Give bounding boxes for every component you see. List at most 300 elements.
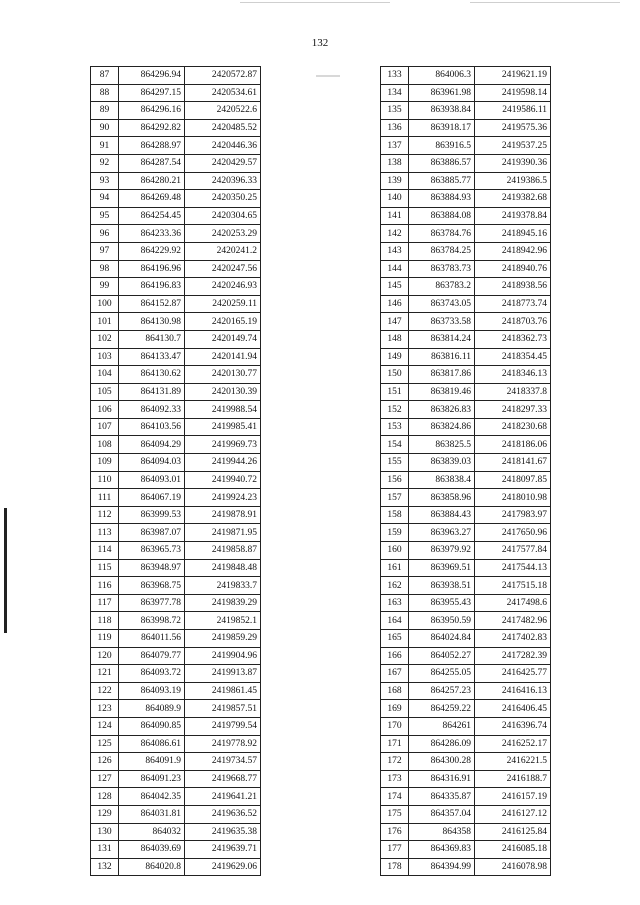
table-row xyxy=(381,577,551,595)
x-coordinate-cell: 864335.87 xyxy=(409,788,475,806)
x-coordinate-cell: 864093.72 xyxy=(119,665,185,683)
x-coordinate-cell: 863977.78 xyxy=(119,594,185,612)
table-row xyxy=(381,454,551,472)
table-row xyxy=(91,823,261,841)
y-coordinate-cell: 2417650.96 xyxy=(475,524,551,542)
point-number-cell: 164 xyxy=(381,612,409,630)
y-coordinate-cell: 2418942.96 xyxy=(475,242,551,260)
y-coordinate-cell: 2419799.54 xyxy=(185,717,261,735)
point-number-cell: 106 xyxy=(91,401,119,419)
y-coordinate-cell: 2419852.1 xyxy=(185,612,261,630)
y-coordinate-cell: 2419382.68 xyxy=(475,190,551,208)
y-coordinate-cell: 2418230.68 xyxy=(475,418,551,436)
table-row xyxy=(91,242,261,260)
x-coordinate-cell: 864079.77 xyxy=(119,647,185,665)
table-row xyxy=(91,67,261,85)
y-coordinate-cell: 2420130.39 xyxy=(185,383,261,401)
point-number-cell: 167 xyxy=(381,665,409,683)
point-number-cell: 131 xyxy=(91,841,119,859)
point-number-cell: 145 xyxy=(381,278,409,296)
point-number-cell: 175 xyxy=(381,805,409,823)
x-coordinate-cell: 864103.56 xyxy=(119,418,185,436)
x-coordinate-cell: 864042.35 xyxy=(119,788,185,806)
table-row xyxy=(381,436,551,454)
point-number-cell: 98 xyxy=(91,260,119,278)
y-coordinate-cell: 2420259.11 xyxy=(185,295,261,313)
point-number-cell: 132 xyxy=(91,858,119,876)
point-number-cell: 160 xyxy=(381,542,409,560)
x-coordinate-cell: 863814.24 xyxy=(409,330,475,348)
y-coordinate-cell: 2420572.87 xyxy=(185,67,261,85)
y-coordinate-cell: 2420485.52 xyxy=(185,119,261,137)
x-coordinate-cell: 864287.54 xyxy=(119,154,185,172)
x-coordinate-cell: 864261 xyxy=(409,717,475,735)
margin-binding-mark xyxy=(4,508,7,633)
point-number-cell: 155 xyxy=(381,454,409,472)
y-coordinate-cell: 2420304.65 xyxy=(185,207,261,225)
table-row xyxy=(381,471,551,489)
table-row xyxy=(91,295,261,313)
y-coordinate-cell: 2419734.57 xyxy=(185,753,261,771)
point-number-cell: 149 xyxy=(381,348,409,366)
x-coordinate-cell: 864316.91 xyxy=(409,770,475,788)
point-number-cell: 122 xyxy=(91,682,119,700)
x-coordinate-cell: 864131.89 xyxy=(119,383,185,401)
y-coordinate-cell: 2419378.84 xyxy=(475,207,551,225)
table-row xyxy=(381,401,551,419)
table-row xyxy=(381,172,551,190)
point-number-cell: 113 xyxy=(91,524,119,542)
x-coordinate-cell: 863783.73 xyxy=(409,260,475,278)
point-number-cell: 165 xyxy=(381,630,409,648)
x-coordinate-cell: 864233.36 xyxy=(119,225,185,243)
point-number-cell: 150 xyxy=(381,366,409,384)
table-row xyxy=(381,119,551,137)
y-coordinate-cell: 2419668.77 xyxy=(185,770,261,788)
table-row xyxy=(381,506,551,524)
y-coordinate-cell: 2419639.71 xyxy=(185,841,261,859)
point-number-cell: 109 xyxy=(91,454,119,472)
point-number-cell: 116 xyxy=(91,577,119,595)
x-coordinate-cell: 863948.97 xyxy=(119,559,185,577)
x-coordinate-cell: 864093.19 xyxy=(119,682,185,700)
x-coordinate-cell: 864031.81 xyxy=(119,805,185,823)
point-number-cell: 148 xyxy=(381,330,409,348)
y-coordinate-cell: 2419575.36 xyxy=(475,119,551,137)
y-coordinate-cell: 2416425.77 xyxy=(475,665,551,683)
table-row xyxy=(381,84,551,102)
x-coordinate-cell: 864092.33 xyxy=(119,401,185,419)
x-coordinate-cell: 863963.27 xyxy=(409,524,475,542)
x-coordinate-cell: 863825.5 xyxy=(409,436,475,454)
table-row xyxy=(381,805,551,823)
table-row xyxy=(381,700,551,718)
y-coordinate-cell: 2420253.29 xyxy=(185,225,261,243)
x-coordinate-cell: 863979.92 xyxy=(409,542,475,560)
point-number-cell: 157 xyxy=(381,489,409,507)
table-row xyxy=(381,858,551,876)
y-coordinate-cell: 2418938.56 xyxy=(475,278,551,296)
x-coordinate-cell: 864011.56 xyxy=(119,630,185,648)
point-number-cell: 130 xyxy=(91,823,119,841)
x-coordinate-cell: 863969.51 xyxy=(409,559,475,577)
table-row xyxy=(381,190,551,208)
table-row xyxy=(381,717,551,735)
table-row xyxy=(381,242,551,260)
y-coordinate-cell: 2420350.25 xyxy=(185,190,261,208)
point-number-cell: 114 xyxy=(91,542,119,560)
scan-noise-top-right xyxy=(470,2,620,3)
table-row xyxy=(381,735,551,753)
table-row xyxy=(91,471,261,489)
table-row xyxy=(381,207,551,225)
table-row xyxy=(91,735,261,753)
table-row xyxy=(91,366,261,384)
x-coordinate-cell: 863886.57 xyxy=(409,154,475,172)
point-number-cell: 100 xyxy=(91,295,119,313)
y-coordinate-cell: 2418297.33 xyxy=(475,401,551,419)
table-row xyxy=(381,418,551,436)
y-coordinate-cell: 2416157.19 xyxy=(475,788,551,806)
x-coordinate-cell: 864020.8 xyxy=(119,858,185,876)
y-coordinate-cell: 2418141.67 xyxy=(475,454,551,472)
x-coordinate-cell: 864297.15 xyxy=(119,84,185,102)
y-coordinate-cell: 2420247.56 xyxy=(185,260,261,278)
point-number-cell: 120 xyxy=(91,647,119,665)
table-row xyxy=(91,858,261,876)
table-row xyxy=(381,753,551,771)
table-row xyxy=(381,559,551,577)
point-number-cell: 178 xyxy=(381,858,409,876)
x-coordinate-cell: 864024.84 xyxy=(409,630,475,648)
point-number-cell: 137 xyxy=(381,137,409,155)
x-coordinate-cell: 864130.98 xyxy=(119,313,185,331)
point-number-cell: 127 xyxy=(91,770,119,788)
x-coordinate-cell: 864196.96 xyxy=(119,260,185,278)
point-number-cell: 166 xyxy=(381,647,409,665)
x-coordinate-cell: 863965.73 xyxy=(119,542,185,560)
table-row xyxy=(381,330,551,348)
y-coordinate-cell: 2419839.29 xyxy=(185,594,261,612)
x-coordinate-cell: 863999.53 xyxy=(119,506,185,524)
x-coordinate-cell: 863884.93 xyxy=(409,190,475,208)
y-coordinate-cell: 2418703.76 xyxy=(475,313,551,331)
point-number-cell: 90 xyxy=(91,119,119,137)
y-coordinate-cell: 2416252.17 xyxy=(475,735,551,753)
point-number-cell: 111 xyxy=(91,489,119,507)
x-coordinate-cell: 863826.83 xyxy=(409,401,475,419)
x-coordinate-cell: 863998.72 xyxy=(119,612,185,630)
y-coordinate-cell: 2420429.57 xyxy=(185,154,261,172)
table-row xyxy=(91,805,261,823)
table-row xyxy=(381,841,551,859)
y-coordinate-cell: 2420165.19 xyxy=(185,313,261,331)
y-coordinate-cell: 2418186.06 xyxy=(475,436,551,454)
y-coordinate-cell: 2418945.16 xyxy=(475,225,551,243)
y-coordinate-cell: 2420246.93 xyxy=(185,278,261,296)
point-number-cell: 146 xyxy=(381,295,409,313)
y-coordinate-cell: 2418773.74 xyxy=(475,295,551,313)
table-row xyxy=(381,665,551,683)
table-row xyxy=(91,594,261,612)
point-number-cell: 128 xyxy=(91,788,119,806)
x-coordinate-cell: 864006.3 xyxy=(409,67,475,85)
table-row xyxy=(91,717,261,735)
point-number-cell: 97 xyxy=(91,242,119,260)
point-number-cell: 101 xyxy=(91,313,119,331)
x-coordinate-cell: 863938.51 xyxy=(409,577,475,595)
point-number-cell: 141 xyxy=(381,207,409,225)
table-row xyxy=(91,612,261,630)
table-row xyxy=(91,700,261,718)
x-coordinate-cell: 864292.82 xyxy=(119,119,185,137)
y-coordinate-cell: 2419848.48 xyxy=(185,559,261,577)
point-number-cell: 123 xyxy=(91,700,119,718)
point-number-cell: 87 xyxy=(91,67,119,85)
point-number-cell: 138 xyxy=(381,154,409,172)
y-coordinate-cell: 2419621.19 xyxy=(475,67,551,85)
table-row xyxy=(91,630,261,648)
y-coordinate-cell: 2419940.72 xyxy=(185,471,261,489)
coordinate-table-right xyxy=(380,66,551,876)
table-row xyxy=(91,225,261,243)
coordinate-table-left xyxy=(90,66,261,876)
point-number-cell: 176 xyxy=(381,823,409,841)
point-number-cell: 134 xyxy=(381,84,409,102)
table-row xyxy=(381,542,551,560)
x-coordinate-cell: 863816.11 xyxy=(409,348,475,366)
table-row xyxy=(91,119,261,137)
y-coordinate-cell: 2420141.94 xyxy=(185,348,261,366)
x-coordinate-cell: 864286.09 xyxy=(409,735,475,753)
table-row xyxy=(91,841,261,859)
table-row xyxy=(91,682,261,700)
table-row xyxy=(381,348,551,366)
point-number-cell: 144 xyxy=(381,260,409,278)
x-coordinate-cell: 864280.21 xyxy=(119,172,185,190)
x-coordinate-cell: 864094.29 xyxy=(119,436,185,454)
point-number-cell: 133 xyxy=(381,67,409,85)
x-coordinate-cell: 864254.45 xyxy=(119,207,185,225)
x-coordinate-cell: 864039.69 xyxy=(119,841,185,859)
table-row xyxy=(381,682,551,700)
table-row xyxy=(381,594,551,612)
x-coordinate-cell: 864152.87 xyxy=(119,295,185,313)
x-coordinate-cell: 863955.43 xyxy=(409,594,475,612)
point-number-cell: 172 xyxy=(381,753,409,771)
table-row xyxy=(381,102,551,120)
table-row xyxy=(91,770,261,788)
point-number-cell: 163 xyxy=(381,594,409,612)
table-row xyxy=(91,172,261,190)
y-coordinate-cell: 2419969.73 xyxy=(185,436,261,454)
point-number-cell: 94 xyxy=(91,190,119,208)
y-coordinate-cell: 2419913.87 xyxy=(185,665,261,683)
x-coordinate-cell: 864255.05 xyxy=(409,665,475,683)
x-coordinate-cell: 864032 xyxy=(119,823,185,841)
x-coordinate-cell: 863733.58 xyxy=(409,313,475,331)
x-coordinate-cell: 864357.04 xyxy=(409,805,475,823)
point-number-cell: 139 xyxy=(381,172,409,190)
point-number-cell: 117 xyxy=(91,594,119,612)
x-coordinate-cell: 864296.94 xyxy=(119,67,185,85)
y-coordinate-cell: 2418362.73 xyxy=(475,330,551,348)
table-row xyxy=(91,506,261,524)
y-coordinate-cell: 2419629.06 xyxy=(185,858,261,876)
x-coordinate-cell: 863783.2 xyxy=(409,278,475,296)
scan-smudge xyxy=(316,75,340,77)
table-row xyxy=(91,102,261,120)
y-coordinate-cell: 2419778.92 xyxy=(185,735,261,753)
page-number: 132 xyxy=(311,37,329,49)
point-number-cell: 156 xyxy=(381,471,409,489)
point-number-cell: 93 xyxy=(91,172,119,190)
table-row xyxy=(91,418,261,436)
point-number-cell: 118 xyxy=(91,612,119,630)
y-coordinate-cell: 2419636.52 xyxy=(185,805,261,823)
x-coordinate-cell: 863838.4 xyxy=(409,471,475,489)
y-coordinate-cell: 2416085.18 xyxy=(475,841,551,859)
table-row xyxy=(91,190,261,208)
point-number-cell: 92 xyxy=(91,154,119,172)
point-number-cell: 168 xyxy=(381,682,409,700)
table-row xyxy=(381,278,551,296)
x-coordinate-cell: 863938.84 xyxy=(409,102,475,120)
point-number-cell: 108 xyxy=(91,436,119,454)
table-row xyxy=(381,313,551,331)
y-coordinate-cell: 2419833.7 xyxy=(185,577,261,595)
y-coordinate-cell: 2419878.91 xyxy=(185,506,261,524)
point-number-cell: 162 xyxy=(381,577,409,595)
y-coordinate-cell: 2418940.76 xyxy=(475,260,551,278)
point-number-cell: 135 xyxy=(381,102,409,120)
point-number-cell: 103 xyxy=(91,348,119,366)
y-coordinate-cell: 2420522.6 xyxy=(185,102,261,120)
point-number-cell: 126 xyxy=(91,753,119,771)
y-coordinate-cell: 2418354.45 xyxy=(475,348,551,366)
y-coordinate-cell: 2418097.85 xyxy=(475,471,551,489)
y-coordinate-cell: 2419598.14 xyxy=(475,84,551,102)
y-coordinate-cell: 2420534.61 xyxy=(185,84,261,102)
table-row xyxy=(91,137,261,155)
x-coordinate-cell: 864358 xyxy=(409,823,475,841)
x-coordinate-cell: 863858.96 xyxy=(409,489,475,507)
y-coordinate-cell: 2417282.39 xyxy=(475,647,551,665)
y-coordinate-cell: 2419537.25 xyxy=(475,137,551,155)
x-coordinate-cell: 864086.61 xyxy=(119,735,185,753)
x-coordinate-cell: 863950.59 xyxy=(409,612,475,630)
x-coordinate-cell: 863885.77 xyxy=(409,172,475,190)
point-number-cell: 177 xyxy=(381,841,409,859)
table-row xyxy=(91,313,261,331)
x-coordinate-cell: 864394.99 xyxy=(409,858,475,876)
x-coordinate-cell: 863839.03 xyxy=(409,454,475,472)
point-number-cell: 143 xyxy=(381,242,409,260)
table-row xyxy=(381,260,551,278)
table-row xyxy=(91,401,261,419)
table-row xyxy=(381,383,551,401)
y-coordinate-cell: 2420149.74 xyxy=(185,330,261,348)
table-row xyxy=(381,823,551,841)
x-coordinate-cell: 864067.19 xyxy=(119,489,185,507)
point-number-cell: 151 xyxy=(381,383,409,401)
scan-noise-top xyxy=(240,2,390,3)
y-coordinate-cell: 2419985.41 xyxy=(185,418,261,436)
x-coordinate-cell: 863819.46 xyxy=(409,383,475,401)
x-coordinate-cell: 864090.85 xyxy=(119,717,185,735)
table-row xyxy=(91,753,261,771)
table-row xyxy=(91,436,261,454)
x-coordinate-cell: 863784.25 xyxy=(409,242,475,260)
y-coordinate-cell: 2419390.36 xyxy=(475,154,551,172)
y-coordinate-cell: 2419858.87 xyxy=(185,542,261,560)
y-coordinate-cell: 2419871.95 xyxy=(185,524,261,542)
point-number-cell: 115 xyxy=(91,559,119,577)
x-coordinate-cell: 863743.05 xyxy=(409,295,475,313)
y-coordinate-cell: 2416125.84 xyxy=(475,823,551,841)
x-coordinate-cell: 863968.75 xyxy=(119,577,185,595)
x-coordinate-cell: 864369.83 xyxy=(409,841,475,859)
x-coordinate-cell: 864091.23 xyxy=(119,770,185,788)
table-row xyxy=(381,137,551,155)
x-coordinate-cell: 864130.7 xyxy=(119,330,185,348)
y-coordinate-cell: 2419635.38 xyxy=(185,823,261,841)
table-row xyxy=(381,788,551,806)
table-row xyxy=(381,295,551,313)
table-row xyxy=(91,665,261,683)
point-number-cell: 171 xyxy=(381,735,409,753)
table-row xyxy=(381,630,551,648)
point-number-cell: 147 xyxy=(381,313,409,331)
table-row xyxy=(381,489,551,507)
y-coordinate-cell: 2418337.8 xyxy=(475,383,551,401)
y-coordinate-cell: 2419861.45 xyxy=(185,682,261,700)
y-coordinate-cell: 2420446.36 xyxy=(185,137,261,155)
point-number-cell: 174 xyxy=(381,788,409,806)
table-row xyxy=(91,278,261,296)
x-coordinate-cell: 864296.16 xyxy=(119,102,185,120)
y-coordinate-cell: 2419988.54 xyxy=(185,401,261,419)
x-coordinate-cell: 863824.86 xyxy=(409,418,475,436)
table-row xyxy=(91,524,261,542)
y-coordinate-cell: 2419586.11 xyxy=(475,102,551,120)
table-row xyxy=(381,225,551,243)
x-coordinate-cell: 864257.23 xyxy=(409,682,475,700)
table-row xyxy=(91,577,261,595)
point-number-cell: 129 xyxy=(91,805,119,823)
y-coordinate-cell: 2417544.13 xyxy=(475,559,551,577)
point-number-cell: 96 xyxy=(91,225,119,243)
x-coordinate-cell: 864229.92 xyxy=(119,242,185,260)
y-coordinate-cell: 2419859.29 xyxy=(185,630,261,648)
point-number-cell: 121 xyxy=(91,665,119,683)
table-row xyxy=(381,647,551,665)
y-coordinate-cell: 2416221.5 xyxy=(475,753,551,771)
point-number-cell: 99 xyxy=(91,278,119,296)
y-coordinate-cell: 2417983.97 xyxy=(475,506,551,524)
x-coordinate-cell: 864091.9 xyxy=(119,753,185,771)
y-coordinate-cell: 2417577.84 xyxy=(475,542,551,560)
point-number-cell: 119 xyxy=(91,630,119,648)
x-coordinate-cell: 864094.03 xyxy=(119,454,185,472)
table-row xyxy=(381,67,551,85)
y-coordinate-cell: 2420130.77 xyxy=(185,366,261,384)
table-row xyxy=(91,84,261,102)
table-row xyxy=(381,770,551,788)
x-coordinate-cell: 864089.9 xyxy=(119,700,185,718)
x-coordinate-cell: 864196.83 xyxy=(119,278,185,296)
y-coordinate-cell: 2416416.13 xyxy=(475,682,551,700)
